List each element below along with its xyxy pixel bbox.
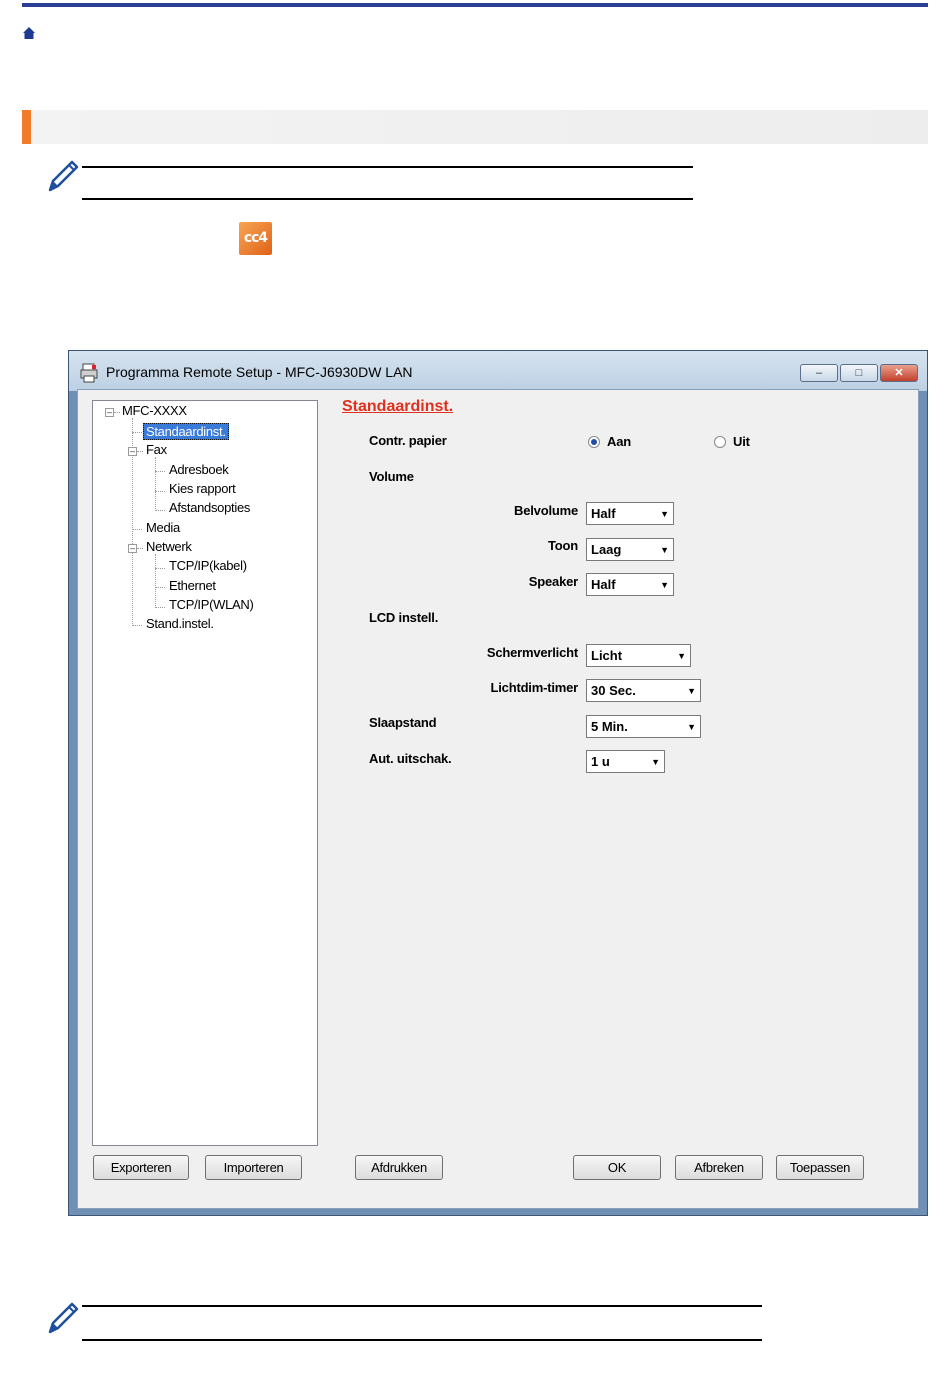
tree-item-stand-instel[interactable]: Stand.instel. [146, 616, 214, 631]
tree-connector [114, 412, 120, 413]
tree-item-ethernet[interactable]: Ethernet [169, 578, 216, 593]
belvolume-label: Belvolume [514, 503, 578, 518]
chevron-down-icon: ▼ [677, 651, 686, 661]
tree-connector [155, 568, 165, 569]
tree-connector [132, 625, 142, 626]
panel-title: Standaardinst. [342, 398, 454, 415]
tree-connector [155, 587, 165, 588]
afdrukken-button[interactable]: Afdrukken [355, 1155, 443, 1180]
speaker-select[interactable] [586, 573, 674, 596]
close-button[interactable]: ✕ [880, 364, 918, 382]
chevron-down-icon: ▼ [660, 509, 669, 519]
toepassen-button[interactable]: Toepassen [776, 1155, 864, 1180]
tree-connector [137, 451, 143, 452]
tree-item-media[interactable]: Media [146, 520, 180, 535]
pencil-icon [44, 1298, 82, 1336]
belvolume-value: Half [591, 506, 616, 521]
radio-uit[interactable] [714, 436, 726, 448]
note-rule-bottom [82, 1339, 762, 1341]
schermverlicht-select[interactable] [586, 644, 691, 667]
chevron-down-icon: ▼ [660, 580, 669, 590]
window-titlebar [69, 351, 927, 391]
tree-connector [155, 607, 165, 608]
settings-tree[interactable] [92, 400, 318, 1146]
lichtdim-timer-value: 30 Sec. [591, 683, 636, 698]
lichtdim-timer-select[interactable] [586, 679, 701, 702]
tree-connector [155, 510, 165, 511]
tree-item-kies-rapport[interactable]: Kies rapport [169, 481, 236, 496]
tree-connector [155, 491, 165, 492]
aut-uitschak-label: Aut. uitschak. [369, 751, 452, 766]
tree-item-tcpip-wlan[interactable]: TCP/IP(WLAN) [169, 597, 254, 612]
tree-connector [155, 471, 165, 472]
ok-button[interactable]: OK [573, 1155, 661, 1180]
radio-aan[interactable] [588, 436, 600, 448]
tree-connector [155, 554, 156, 608]
note-rule-top [82, 1305, 762, 1307]
tree-connector [132, 529, 142, 530]
toon-select[interactable] [586, 538, 674, 561]
remote-setup-window [68, 350, 928, 1216]
exporteren-button[interactable]: Exporteren [93, 1155, 189, 1180]
tree-connector [132, 432, 142, 433]
collapse-fax-toggle[interactable]: – [129, 446, 135, 456]
schermverlicht-value: Licht [591, 648, 623, 663]
chevron-down-icon: ▼ [660, 545, 669, 555]
speaker-label: Speaker [528, 574, 578, 589]
tree-item-standaardinst[interactable]: Standaardinst. [143, 423, 229, 440]
lichtdim-timer-label: Lichtdim-timer [490, 680, 578, 695]
note-rule-bottom [82, 198, 693, 200]
printer-app-icon [80, 363, 98, 383]
importeren-button[interactable]: Importeren [205, 1155, 302, 1180]
aut-uitschak-value: 1 u [591, 754, 610, 769]
minimize-button[interactable]: – [800, 364, 838, 382]
afbreken-button[interactable]: Afbreken [675, 1155, 763, 1180]
contr-papier-label: Contr. papier [369, 433, 447, 448]
toon-value: Laag [591, 542, 622, 557]
window-client [77, 389, 919, 1209]
speaker-value: Half [591, 577, 616, 592]
window-title: Programma Remote Setup - MFC-J6930DW LAN [106, 364, 413, 380]
note-rule-top [82, 166, 693, 168]
toon-label: Toon [548, 538, 578, 553]
section-accent [22, 110, 31, 144]
belvolume-select[interactable] [586, 502, 674, 525]
collapse-root-toggle[interactable]: – [106, 407, 112, 417]
slaapstand-label: Slaapstand [369, 715, 437, 730]
tree-item-tcpip-kabel[interactable]: TCP/IP(kabel) [169, 558, 247, 573]
slaapstand-value: 5 Min. [591, 719, 628, 734]
section-header-bar [22, 110, 928, 144]
home-icon[interactable] [21, 25, 37, 41]
tree-item-netwerk[interactable]: Netwerk [146, 539, 192, 554]
aut-uitschak-select[interactable] [586, 750, 665, 773]
maximize-button[interactable]: □ [840, 364, 878, 382]
tree-item-fax[interactable]: Fax [146, 442, 167, 457]
cc4-icon: cc4 [239, 222, 272, 255]
tree-item-afstandsopties[interactable]: Afstandsopties [169, 500, 251, 515]
chevron-down-icon: ▼ [651, 757, 660, 767]
pencil-icon [44, 156, 82, 194]
radio-aan-label[interactable]: Aan [607, 434, 631, 449]
schermverlicht-label: Schermverlicht [486, 645, 578, 660]
tree-item-adresboek[interactable]: Adresboek [169, 462, 229, 477]
chevron-down-icon: ▼ [687, 722, 696, 732]
chevron-down-icon: ▼ [687, 686, 696, 696]
lcd-instell-label: LCD instell. [369, 610, 439, 625]
top-accent-bar [22, 3, 928, 7]
volume-label: Volume [369, 469, 414, 484]
tree-root[interactable]: MFC-XXXX [122, 403, 187, 418]
collapse-netwerk-toggle[interactable]: – [129, 543, 135, 553]
tree-connector [155, 457, 156, 511]
radio-uit-label[interactable]: Uit [733, 434, 750, 449]
tree-connector [137, 548, 143, 549]
slaapstand-select[interactable] [586, 715, 701, 738]
